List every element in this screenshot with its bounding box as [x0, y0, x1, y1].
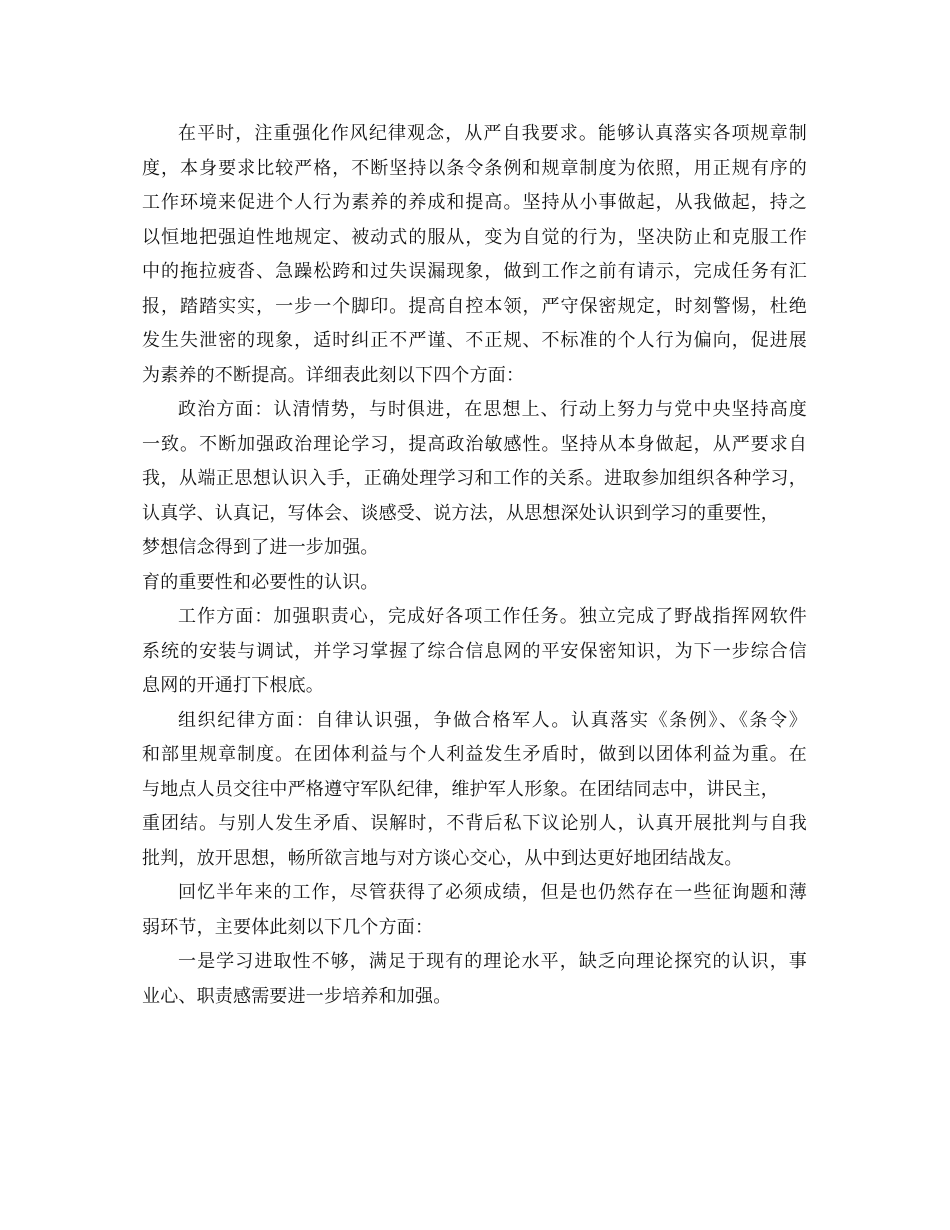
text-line: 中的拖拉疲沓、急躁松跨和过失误漏现象，做到工作之前有请示，完成任务有汇: [142, 261, 807, 282]
text-line: 业心、职责感需要进一步培养和加强。: [142, 985, 452, 1007]
text-line: 以恒地把强迫性地规定、被动式的服从，变为自觉的行为，坚决防止和克服工作: [142, 226, 807, 248]
text-line: 重团结。与别人发生矛盾、误解时，不背后私下议论别人，认真开展批判与自我: [142, 813, 807, 834]
text-line: 我，从端正思想认识入手，正确处理学习和工作的关系。进取参加组织各种学习，: [142, 468, 807, 489]
text-line: 度，本身要求比较严格，不断坚持以条令条例和规章制度为依照，用正规有序的: [142, 157, 807, 179]
text-line: 一是学习进取性不够，满足于现有的理论水平，缺乏向理论探究的认识，事: [178, 951, 807, 972]
text-line: 息网的开通打下根底。: [142, 675, 324, 696]
text-line: 政治方面：认清情势，与时俱进，在思想上、行动上努力与党中央坚持高度: [178, 399, 807, 420]
text-line: 回忆半年来的工作，尽管获得了必须成绩，但是也仍然存在一些征询题和薄: [178, 882, 807, 903]
text-line: 报，踏踏实实，一步一个脚印。提高自控本领，严守保密规定，时刻警惕，杜绝: [142, 295, 807, 317]
text-line: 与地点人员交往中严格遵守军队纪律，维护军人形象。在团结同志中，讲民主，: [142, 778, 779, 800]
text-line: 组织纪律方面：自律认识强，争做合格军人。认真落实《条例》、《条令》: [178, 709, 807, 731]
text-line: 在平时，注重强化作风纪律观念，从严自我要求。能够认真落实各项规章制: [178, 123, 807, 144]
text-line: 批判，放开思想，畅所欲言地与对方谈心交心，从中到达更好地团结战友。: [142, 847, 743, 869]
text-line: 系统的安装与调试，并学习掌握了综合信息网的平安保密知识，为下一步综合信: [142, 640, 807, 662]
text-line: 一致。不断加强政治理论学习，提高政治敏感性。坚持从本身做起，从严要求自: [142, 433, 807, 455]
text-line: 为素养的不断提高。详细表此刻以下四个方面：: [142, 364, 525, 386]
text-line: 育的重要性和必要性的认识。: [142, 571, 379, 593]
text-line: 工作环境来促进个人行为素养的养成和提高。坚持从小事做起，从我做起，持之: [142, 192, 807, 213]
text-line: 工作方面：加强职责心，完成好各项工作任务。独立完成了野战指挥网软件: [178, 606, 807, 627]
text-line: 和部里规章制度。在团体利益与个人利益发生矛盾时，做到以团体利益为重。在: [142, 744, 807, 765]
document-body: [142, 117, 807, 1014]
text-line: 发生失泄密的现象，适时纠正不严谨、不正规、不标准的个人行为偏向，促进展: [142, 330, 807, 351]
text-line: 弱环节，主要体此刻以下几个方面：: [142, 916, 434, 938]
text-line: 认真学、认真记，写体会、谈感受、说方法，从思想深处认识到学习的重要性，: [142, 502, 779, 524]
text-line: 梦想信念得到了进一步加强。: [142, 537, 379, 558]
